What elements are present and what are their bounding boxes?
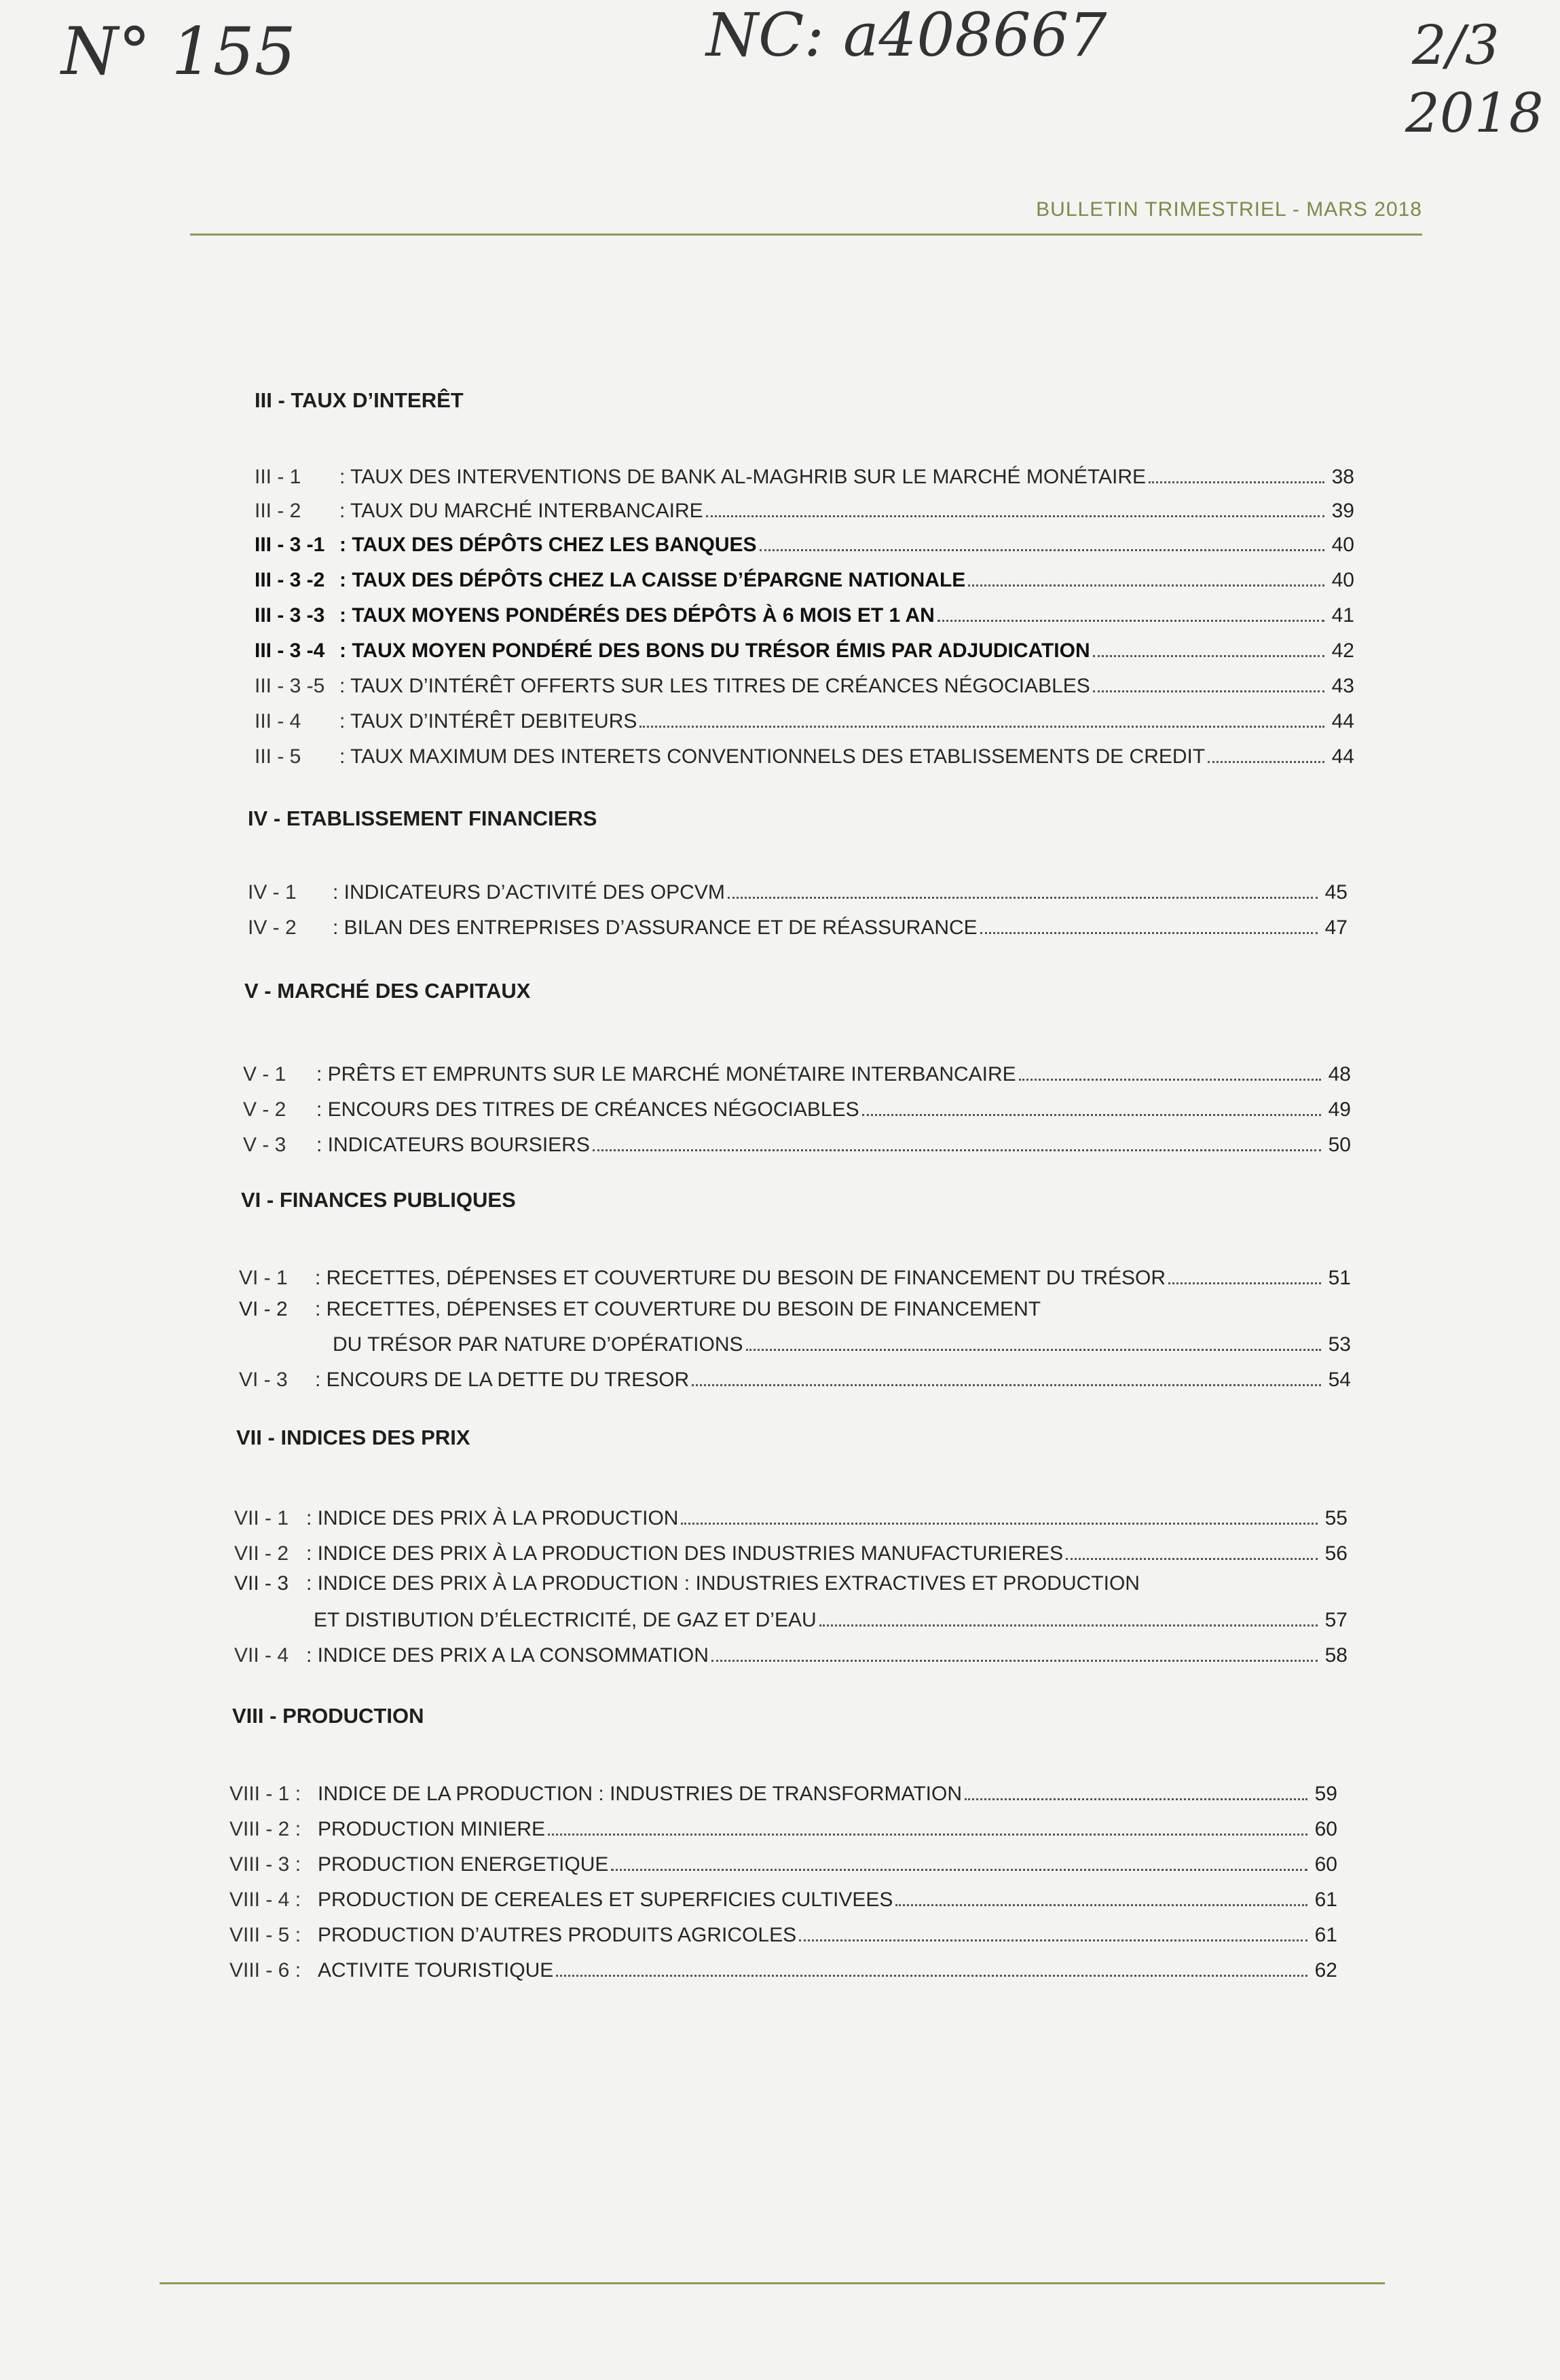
entry-code: VIII - 3 : [229,1853,301,1876]
entry-title: : TAUX DES INTERVENTIONS DE BANK AL-MAGHRIB SUR LE MARCHÉ MONÉTAIRE [339,466,1146,488]
leader-dots [799,1939,1307,1941]
entry-page: 55 [1324,1507,1348,1529]
entry-title: INDICE DE LA PRODUCTION : INDUSTRIES DE TRANSFORMATION [318,1783,962,1805]
section-title: VII - INDICES DES PRIX [236,1426,470,1449]
entry-code: III - 3 -3 [255,604,325,627]
leader-dots [681,1523,1318,1525]
entry-code: V - 2 [243,1098,286,1121]
entry-code: III - 3 -1 [255,534,325,556]
toc-entry[interactable] [239,1263,1351,1290]
entry-page: 50 [1328,1134,1351,1156]
toc-entry[interactable] [255,565,1354,592]
toc-entry[interactable] [255,529,1354,557]
entry-page: 45 [1324,881,1348,904]
entry-page: 62 [1314,1959,1337,1982]
leader-dots [593,1149,1321,1151]
toc-entry[interactable] [229,1814,1337,1841]
entry-code: VII - 2 [234,1542,289,1565]
entry-title: : INDICATEURS D’ACTIVITÉ DES OPCVM [333,881,725,904]
toc-entry[interactable] [248,877,1348,904]
entry-title: : TAUX D’INTÉRÊT OFFERTS SUR LES TITRES DE CRÉANCES NÉGOCIABLES [339,675,1090,697]
entry-title: : TAUX MAXIMUM DES INTERETS CONVENTIONNELS DES ETABLISSEMENTS DE CREDIT [339,745,1206,768]
entry-title: PRODUCTION ENERGETIQUE [318,1853,609,1876]
entry-page: 54 [1328,1369,1351,1391]
toc-entry[interactable] [229,1955,1337,1982]
toc-entry[interactable] [255,741,1354,768]
leader-dots [692,1384,1321,1386]
leader-dots [1093,655,1324,657]
entry-code: V - 3 [243,1134,286,1156]
section-title: IV - ETABLISSEMENT FINANCIERS [248,806,597,830]
toc-entry[interactable] [229,1920,1337,1947]
entry-page: 61 [1314,1889,1337,1911]
entry-title: : INDICE DES PRIX A LA CONSOMMATION [306,1644,709,1667]
entry-code: VIII - 1 : [229,1783,301,1805]
entry-code: III - 3 -2 [255,569,325,591]
entry-code: VIII - 2 : [229,1818,301,1840]
entry-title: : TAUX DU MARCHÉ INTERBANCAIRE [339,500,703,522]
entry-code: VII - 4 [234,1644,289,1667]
entry-title: : ENCOURS DES TITRES DE CRÉANCES NÉGOCIABLES [316,1098,859,1121]
entry-page: 40 [1331,569,1354,591]
entry-page: 49 [1328,1098,1351,1121]
entry-page: 41 [1331,604,1354,627]
leader-dots [965,1798,1307,1800]
entry-code: VI - 1 [239,1267,288,1289]
leader-dots [548,1834,1307,1836]
entry-title[interactable]: : RECETTES, DÉPENSES ET COUVERTURE DU BESOIN DE FINANCEMENT [315,1298,1041,1320]
entry-page: 47 [1324,916,1348,939]
toc-entry[interactable] [229,1779,1337,1806]
entry-title: ACTIVITE TOURISTIQUE [318,1959,554,1982]
entry-title: : TAUX D’INTÉRÊT DEBITEURS [339,710,637,732]
entry-page: 40 [1331,534,1354,556]
entry-code: III - 4 [255,710,301,732]
section-title: V - MARCHÉ DES CAPITAUX [244,979,531,1003]
entry-page: 59 [1314,1783,1337,1805]
entry-code: VII - 1 [234,1507,289,1529]
entry-title: : INDICE DES PRIX À LA PRODUCTION [306,1507,679,1529]
entry-code: VI - 2 [239,1298,288,1320]
entry-title: : TAUX MOYEN PONDÉRÉ DES BONS DU TRÉSOR ÉMIS PAR ADJUDICATION [339,639,1090,662]
leader-dots [639,726,1324,728]
entry-code: VI - 3 [239,1369,288,1391]
toc-entry[interactable] [255,671,1354,698]
leader-dots [760,549,1324,551]
entry-page: 58 [1324,1644,1348,1667]
entry-title: : TAUX MOYENS PONDÉRÉS DES DÉPÔTS À 6 MOIS ET 1 AN [339,604,935,627]
handwritten-fraction: 2/3 [1412,14,1500,77]
toc-entry[interactable] [234,1640,1348,1667]
toc-entry[interactable] [255,706,1354,733]
entry-page: 39 [1331,500,1354,522]
leader-dots [968,584,1324,587]
toc-entry[interactable] [229,1849,1337,1876]
leader-dots [819,1624,1318,1626]
toc-entry[interactable] [234,1538,1348,1565]
entry-page: 48 [1328,1063,1351,1085]
entry-code: VIII - 5 : [229,1924,301,1946]
leader-dots [746,1349,1321,1351]
entry-page: 61 [1314,1924,1337,1946]
entry-title[interactable]: : INDICE DES PRIX À LA PRODUCTION : INDUSTRIES EXTRACTIVES ET PRODUCTION [306,1572,1140,1595]
entry-code: IV - 2 [248,916,297,939]
leader-dots [1066,1558,1318,1560]
section-title: III - TAUX D’INTERÊT [255,388,464,412]
toc-entry[interactable] [314,1605,1348,1632]
toc-entry[interactable] [243,1059,1351,1086]
entry-page: 57 [1324,1609,1348,1631]
entry-title: : INDICE DES PRIX À LA PRODUCTION DES INDUSTRIES MANUFACTURIERES [306,1542,1064,1565]
toc-entry[interactable] [255,462,1354,489]
entry-title: : PRÊTS ET EMPRUNTS SUR LE MARCHÉ MONÉTAIRE INTERBANCAIRE [316,1063,1016,1085]
leader-dots [728,897,1318,899]
entry-page: 56 [1324,1542,1348,1565]
entry-page: 53 [1328,1333,1351,1356]
leader-dots [937,620,1324,622]
leader-dots [556,1975,1307,1977]
entry-code: VII - 3 [234,1572,289,1595]
entry-title: : BILAN DES ENTREPRISES D’ASSURANCE ET DE RÉASSURANCE [333,916,978,939]
handwritten-number: N° 155 [61,14,296,90]
entry-title: ET DISTIBUTION D’ÉLECTRICITÉ, DE GAZ ET D’EAU [314,1609,817,1631]
toc-entry[interactable] [248,912,1348,940]
entry-page: 42 [1331,639,1354,662]
leader-dots [706,515,1324,517]
toc-entry[interactable] [243,1130,1351,1157]
entry-title: : TAUX DES DÉPÔTS CHEZ LES BANQUES [339,534,757,556]
leader-dots [611,1869,1307,1871]
leader-dots [980,932,1318,934]
entry-page: 44 [1331,710,1354,732]
handwritten-nc-code: NC: a408667 [706,0,1107,70]
toc-entry[interactable] [234,1503,1348,1530]
leader-dots [1208,761,1324,763]
toc-entry[interactable] [333,1329,1351,1356]
handwritten-year: 2018 [1405,81,1544,145]
entry-title: PRODUCTION DE CEREALES ET SUPERFICIES CULTIVEES [318,1889,893,1911]
entry-title: : TAUX DES DÉPÔTS CHEZ LA CAISSE D’ÉPARGNE NATIONALE [339,569,966,591]
entry-page: 51 [1328,1267,1351,1289]
leader-dots [1168,1282,1321,1284]
toc-entry[interactable] [255,635,1354,663]
entry-page: 60 [1314,1853,1337,1876]
entry-title: : RECETTES, DÉPENSES ET COUVERTURE DU BESOIN DE FINANCEMENT DU TRÉSOR [315,1267,1166,1289]
toc-entry[interactable] [229,1884,1337,1912]
leader-dots [711,1660,1318,1662]
bulletin-title: BULLETIN TRIMESTRIEL - MARS 2018 [1036,198,1422,221]
leader-dots [1149,481,1324,483]
toc-entry[interactable] [243,1094,1351,1121]
footer-rule [160,2282,1385,2284]
entry-code: III - 3 -4 [255,639,325,662]
section-title: VIII - PRODUCTION [232,1704,424,1728]
entry-code: III - 3 -5 [255,675,325,697]
entry-code: IV - 1 [248,881,297,904]
leader-dots [862,1114,1321,1116]
section-title: VI - FINANCES PUBLIQUES [241,1188,516,1212]
toc-entry[interactable] [255,600,1354,627]
leader-dots [1019,1079,1321,1081]
entry-code: VIII - 6 : [229,1959,301,1982]
entry-page: 43 [1331,675,1354,697]
entry-page: 60 [1314,1818,1337,1840]
leader-dots [895,1904,1307,1906]
entry-title: : INDICATEURS BOURSIERS [316,1134,590,1156]
entry-code: III - 2 [255,500,301,522]
entry-title: PRODUCTION D’AUTRES PRODUITS AGRICOLES [318,1924,797,1946]
entry-code: VIII - 4 : [229,1889,301,1911]
entry-title: DU TRÉSOR PAR NATURE D’OPÉRATIONS [333,1333,743,1356]
entry-code: III - 5 [255,745,301,768]
entry-code: III - 1 [255,466,301,488]
toc-entry[interactable] [255,496,1354,523]
entry-page: 38 [1331,466,1354,488]
entry-title: : ENCOURS DE LA DETTE DU TRESOR [315,1369,690,1391]
leader-dots [1093,690,1324,692]
entry-code: V - 1 [243,1063,286,1085]
entry-title: PRODUCTION MINIERE [318,1818,546,1840]
toc-entry[interactable] [239,1364,1351,1392]
entry-page: 44 [1331,745,1354,768]
